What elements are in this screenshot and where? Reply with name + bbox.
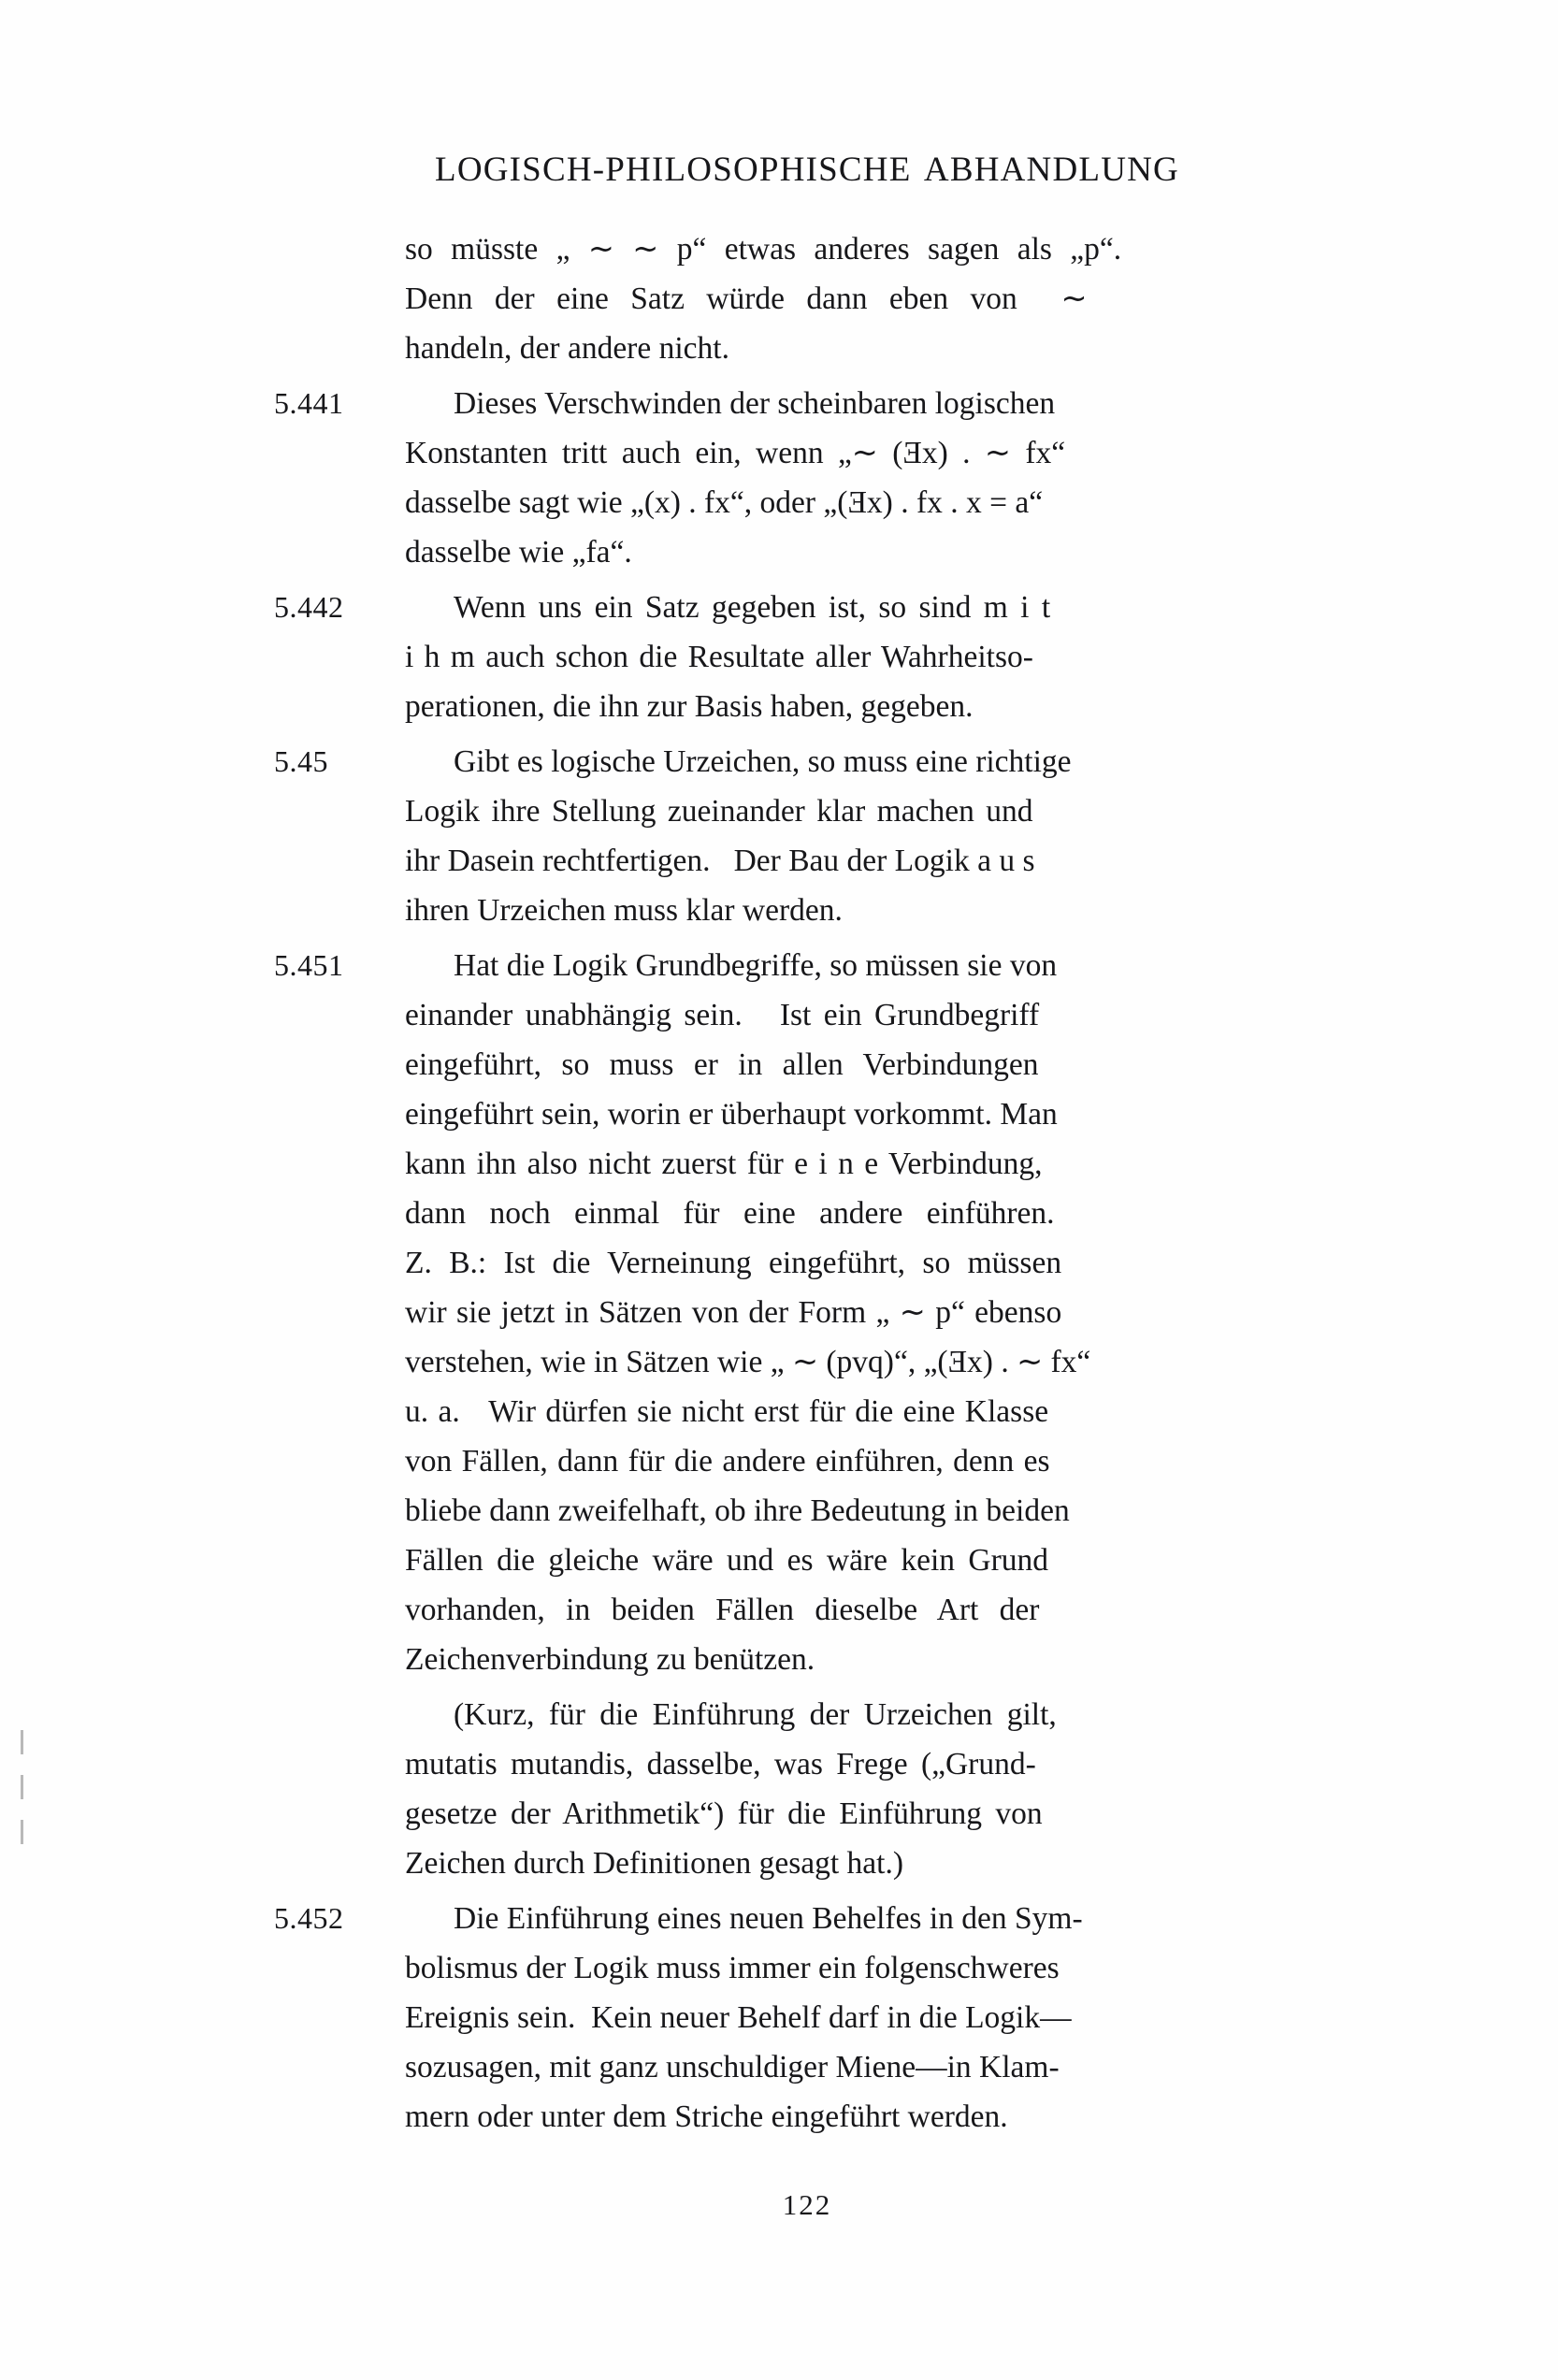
paragraph-number: 5.442: [274, 590, 344, 624]
paragraph: [267, 1894, 1370, 2142]
text-line: u. a. Wir dürfen sie nicht erst für die eine Klasse: [405, 1394, 1049, 1429]
text-line: ihren Urzeichen muss klar werden.: [405, 893, 843, 928]
text-line: kann ihn also nicht zuerst für e i n e Verbindung,: [405, 1147, 1043, 1181]
text-line: perationen, die ihn zur Basis haben, gegeben.: [405, 689, 974, 724]
text-line: i h m auch schon die Resultate aller Wahrheitso-: [405, 640, 1033, 674]
text-line: sozusagen, mit ganz unschuldiger Miene—in Klam-: [405, 2050, 1060, 2084]
text-line: eingeführt, so muss er in allen Verbindungen: [405, 1047, 1039, 1082]
body-text-column: [267, 224, 1370, 2147]
text-line: bolismus der Logik muss immer ein folgenschweres: [405, 1951, 1060, 1985]
paragraph: [267, 224, 1370, 373]
running-head: LOGISCH-PHILOSOPHISCHE ABHANDLUNG: [435, 151, 1179, 189]
paragraph: [267, 941, 1370, 1684]
text-line: Zeichenverbindung zu benützen.: [405, 1642, 815, 1677]
text-line: von Fällen, dann für die andere einführen, denn es: [405, 1444, 1050, 1478]
text-line: Wenn uns ein Satz gegeben ist, so sind m i t: [454, 590, 1051, 625]
text-line: Dieses Verschwinden der scheinbaren logischen: [454, 386, 1056, 421]
text-line: dasselbe sagt wie „(x) . fx“, oder „(Ǝx) . fx . x = a“: [405, 485, 1044, 520]
text-line: Hat die Logik Grundbegriffe, so müssen sie von: [454, 948, 1058, 983]
text-line: Konstanten tritt auch ein, wenn „∼ (Ǝx) . ∼ fx“: [405, 436, 1066, 470]
text-line: bliebe dann zweifelhaft, ob ihre Bedeutung in beiden: [405, 1493, 1070, 1528]
text-line: dann noch einmal für eine andere einführen.: [405, 1196, 1055, 1231]
text-line: vorhanden, in beiden Fällen dieselbe Art der: [405, 1593, 1040, 1627]
page-number: 122: [782, 2188, 832, 2221]
text-line: verstehen, wie in Sätzen wie „ ∼ (pvq)“, „(Ǝx) . ∼ fx“: [405, 1345, 1091, 1379]
text-line: ihr Dasein rechtfertigen. Der Bau der Logik a u s: [405, 844, 1035, 878]
text-line: Denn der eine Satz würde dann eben von ∼: [405, 281, 1088, 316]
text-line: (Kurz, für die Einführung der Urzeichen gilt,: [454, 1697, 1057, 1732]
text-line: Fällen die gleiche wäre und es wäre kein Grund: [405, 1543, 1048, 1578]
text-line: gesetze der Arithmetik“) für die Einführung von: [405, 1796, 1043, 1831]
text-line: Die Einführung eines neuen Behelfes in den Sym-: [454, 1901, 1083, 1936]
paragraph-number: 5.441: [274, 386, 344, 420]
page-edge-marks: [21, 1730, 24, 1889]
text-line: mutatis mutandis, dasselbe, was Frege („Grund-: [405, 1747, 1036, 1781]
paragraph: [267, 583, 1370, 731]
paragraph: [267, 737, 1370, 935]
text-line: Logik ihre Stellung zueinander klar machen und: [405, 794, 1033, 829]
paragraph: [267, 379, 1370, 577]
text-line: dasselbe wie „fa“.: [405, 535, 632, 570]
text-line: wir sie jetzt in Sätzen von der Form „ ∼ p“ ebenso: [405, 1295, 1062, 1330]
paragraph-number: 5.451: [274, 948, 344, 982]
text-line: Gibt es logische Urzeichen, so muss eine richtige: [454, 744, 1072, 779]
text-line: eingeführt sein, worin er überhaupt vorkommt. Man: [405, 1097, 1058, 1132]
paragraph-number: 5.45: [274, 744, 328, 778]
text-line: mern oder unter dem Striche eingeführt werden.: [405, 2099, 1008, 2134]
paragraph: [267, 1690, 1370, 1888]
text-line: einander unabhängig sein. Ist ein Grundbegriff: [405, 998, 1040, 1032]
text-line: so müsste „ ∼ ∼ p“ etwas anderes sagen als „p“.: [405, 232, 1122, 267]
text-line: handeln, der andere nicht.: [405, 331, 729, 366]
text-line: Zeichen durch Definitionen gesagt hat.): [405, 1846, 904, 1881]
text-line: Z. B.: Ist die Verneinung eingeführt, so müssen: [405, 1246, 1062, 1280]
paragraph-number: 5.452: [274, 1901, 344, 1935]
text-line: Ereignis sein. Kein neuer Behelf darf in die Logik—: [405, 2000, 1072, 2035]
